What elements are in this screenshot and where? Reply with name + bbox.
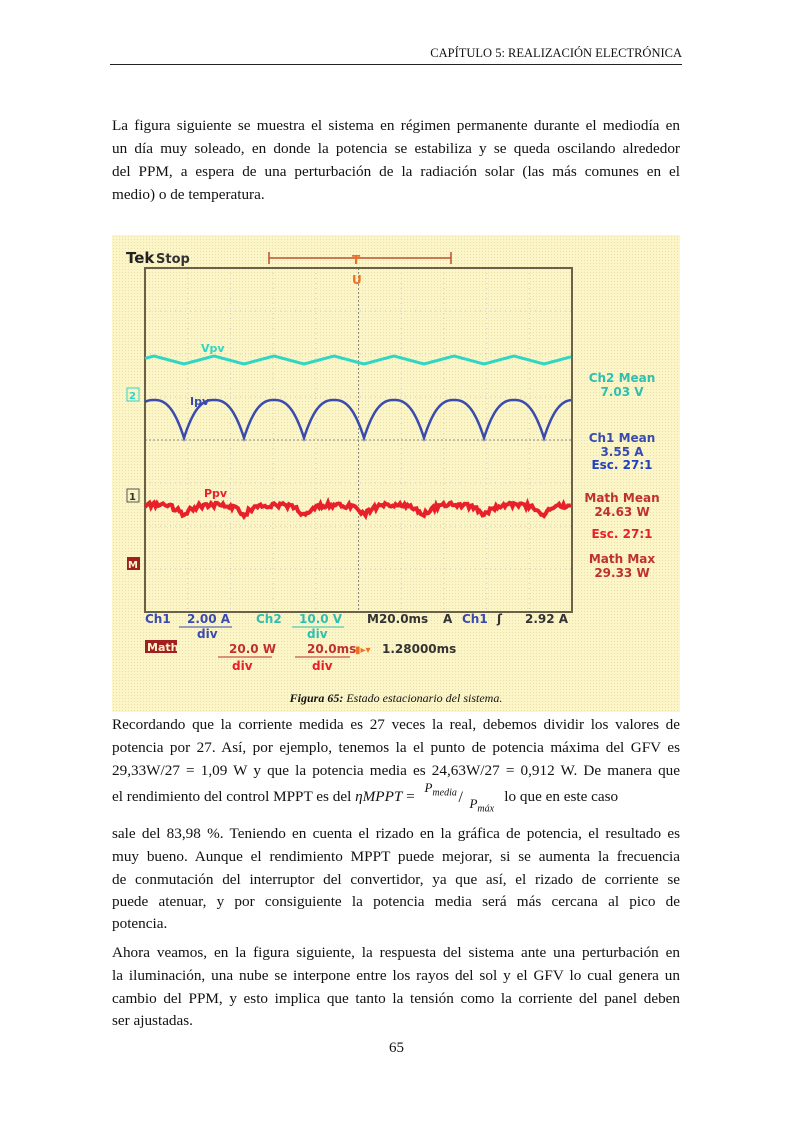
horizontal-delay[interactable]: 1.28000ms	[382, 642, 457, 656]
math-time-div[interactable]: 20.0ms	[307, 642, 357, 656]
math-scale: Esc. 27:1	[591, 527, 653, 541]
oscilloscope-screen	[112, 235, 680, 712]
formula-numerator: P	[424, 780, 433, 795]
trigger-slope-icon: ʃ	[497, 612, 502, 626]
figure-caption	[112, 691, 680, 706]
math-mean-label: Math Mean	[584, 491, 660, 505]
formula-line: el rendimiento del control MPPT es del ηMPPT = $P_{media}$ / $P_{máx}$ lo que en este caso	[112, 780, 619, 815]
scope-state: Stop	[156, 252, 190, 267]
vpv-label: Vpv	[201, 342, 225, 355]
math-label: Math	[147, 641, 179, 654]
paragraph-line: la iluminación, una nube se interpone entre los rayos del sol y el GFV lo cual genera un	[112, 967, 680, 984]
math-max-value: 29.33 W	[594, 566, 650, 580]
delay-icon: ▮▸▾	[355, 645, 371, 656]
ch2-volts-div[interactable]: 10.0 V	[299, 612, 343, 626]
trigger-level[interactable]: 2.92 A	[525, 612, 569, 626]
ch1-mean-value: 3.55 A	[600, 445, 644, 459]
paragraph-line: sale del 83,98 %. Teniendo en cuenta el rizado en la gráfica de potencia, el resultado es	[112, 825, 680, 842]
formula-text-after: lo que en este caso	[504, 788, 619, 805]
paragraph-line: potencia.	[112, 915, 168, 932]
formula-numerator-sub: media	[432, 787, 457, 799]
ch1-marker-label: 1	[129, 492, 136, 503]
formula-text-before: el rendimiento del control MPPT es del	[112, 788, 356, 805]
formula-equals: =	[402, 788, 419, 805]
formula-eta: ηMPPT	[355, 788, 403, 805]
timebase[interactable]: M20.0ms	[367, 612, 429, 626]
ppv-label: Ppv	[204, 487, 228, 500]
ipv-label: Ipv	[190, 395, 210, 408]
running-header: CAPÍTULO 5: REALIZACIÓN ELECTRÓNICA	[110, 46, 682, 65]
ch1-mean-label: Ch1 Mean	[588, 431, 656, 445]
ch1-div: div	[197, 627, 218, 641]
formula-denominator-sub: máx	[477, 803, 495, 815]
paragraph-line: un día muy soleado, en donde la potencia se estabiliza y se queda oscilando alrededor	[112, 140, 680, 157]
math-volts-div[interactable]: 20.0 W	[229, 642, 277, 656]
paragraph-line: cambio del PPM, y esto implica que tanto la tensión como la corriente del panel deben	[112, 990, 680, 1007]
ch2-mean-value: 7.03 V	[600, 385, 644, 399]
paragraph-line: La figura siguiente se muestra el sistema en régimen permanente durante el mediodía en	[112, 117, 680, 134]
ch1-label: Ch1	[145, 612, 171, 626]
math-mean-value: 24.63 W	[594, 505, 650, 519]
ch2-mean-label: Ch2 Mean	[588, 371, 656, 385]
trigger-mode: A	[443, 612, 453, 626]
caption-text: Estado estacionario del sistema.	[343, 691, 503, 705]
trigger-position-icon: U	[352, 273, 362, 287]
caption-label: Figura 65:	[289, 691, 344, 705]
ch2-label: Ch2	[256, 612, 282, 626]
math-div: div	[232, 659, 253, 673]
scope-brand: Tek	[126, 249, 155, 267]
paragraph-line: muy bueno. Aunque el rendimiento MPPT puede mejorar, si se aumenta la frecuencia	[112, 848, 680, 865]
math-marker-label: M	[128, 560, 138, 571]
ch2-marker-label: 2	[129, 391, 136, 402]
ch2-div: div	[307, 627, 328, 641]
formula-denominator: P	[469, 796, 478, 811]
paragraph-line: ser ajustadas.	[112, 1012, 193, 1029]
trigger-channel: Ch1	[462, 612, 488, 626]
page-number: 65	[389, 1040, 404, 1056]
paragraph-line: puede atenuar, y por consiguiente la potencia media será más cercana al pico de	[112, 893, 680, 910]
ch1-scale: Esc. 27:1	[591, 458, 653, 472]
oscilloscope-figure	[112, 235, 680, 712]
paragraph-line: medio) o de temperatura.	[112, 186, 265, 203]
paragraph-line: potencia por 27. Así, por ejemplo, tenemos la el punto de potencia máxima del GFV es	[112, 739, 680, 756]
trigger-marker-icon: T	[352, 253, 361, 267]
ch1-volts-div[interactable]: 2.00 A	[187, 612, 231, 626]
math-max-label: Math Max	[588, 552, 656, 566]
paragraph-line: 29,33W/27 = 1,09 W y que la potencia media es 24,63W/27 = 0,912 W. De manera que	[112, 762, 680, 779]
paragraph-line: Ahora veamos, en la figura siguiente, la respuesta del sistema ante una perturbación en	[112, 944, 680, 961]
math-time-div-unit: div	[312, 659, 333, 673]
paragraph-line: Recordando que la corriente medida es 27 veces la real, debemos dividir los valores de	[112, 716, 680, 733]
paragraph-line: de conmutación del interruptor del convertidor, ya que así, el rizado de corriente se	[112, 871, 680, 888]
paragraph-line: del PPM, a espera de una perturbación de la radiación solar (las más comunes en el	[112, 163, 680, 180]
